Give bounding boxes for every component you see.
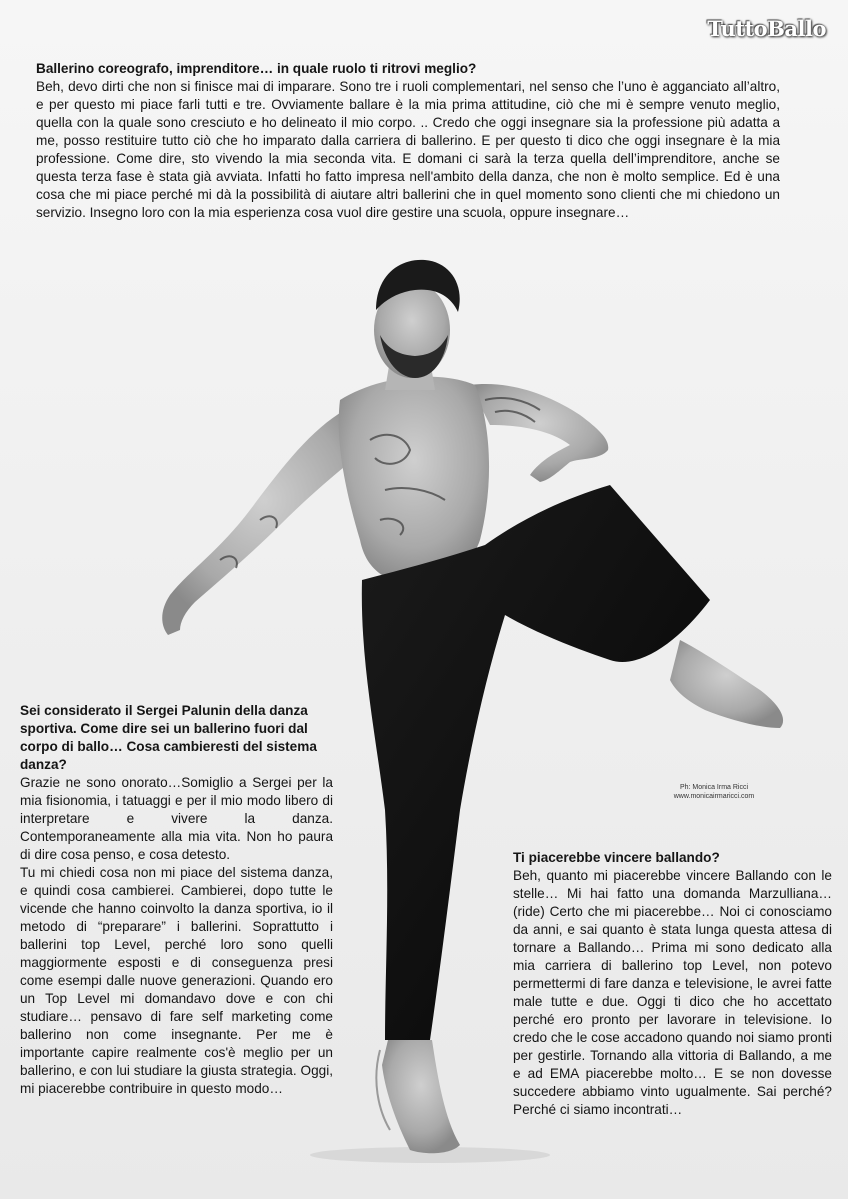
question-3: Ti piacerebbe vincere ballando?: [513, 850, 720, 865]
question-2: Sei considerato il Sergei Palunin della danza sportiva. Come dire sei un ballerino fuori dal corpo di ballo… Cosa cambieresti del sistema danza?: [20, 703, 317, 772]
magazine-masthead: TuttoBallo: [707, 16, 826, 41]
photo-credit: [664, 783, 764, 801]
photo-credit-website: www.monicairmaricci.com: [673, 793, 755, 800]
interview-block-2: [20, 702, 333, 1098]
interview-block-1: [36, 60, 780, 222]
answer-2-paragraph-1: Grazie ne sono onorato…Somiglio a Sergei per la mia fisionomia, i tatuaggi e per il mio modo libero di interpretare e vivere la danza. Contemporaneamente alla mia vita. Non ho paura di dire cosa penso, e cosa detesto.: [20, 775, 333, 862]
question-1: Ballerino coreografo, imprenditore… in quale ruolo ti ritrovi meglio?: [36, 61, 477, 76]
answer-3: Beh, quanto mi piacerebbe vincere Ballando con le stelle… Mi hai fatto una domanda Marzulliana… (ride) Certo che mi piacerebbe… Noi ci conosciamo da anni, e sai quanto è stata lunga questa attesa di tornare a Ballando… Prima mi sono dedicato alla mia carriera di ballerino top Level, non potevo permettermi di fare danza e televisione, le avrei fatte male tutte e due. Oggi ti dico che ho accettato perché ero pronto per lavorare in televisione. Io credo che le cose accadono quando noi siamo pronti per gestirle. Tornando alla vittoria di Ballando, a me e ad EMA piacerebbe molto… E se non dovesse succedere abbiamo vinto ugualmente. Sai perché? Perché ci siamo incontrati…: [513, 868, 832, 1117]
answer-2-paragraph-2: Tu mi chiedi cosa non mi piace del sistema danza, e quindi cosa cambierei. Cambierei, dopo tutte le vicende che hanno coinvolto la danza sportiva, io il metodo di “preparare” i ballerini. Soprattutto i ballerini top Level, perché loro sono quelli maggiormente esposti e di conseguenza presi come esempi dalle nuove generazioni. Quando ero un Top Level mi domandavo dove e con chi studiare… pensavo di fare self marketing come ballerino non come insegnante. Per me è importante capire realmente cos'è meglio per un ballerino, e con lui studiare la giusta strategia. Oggi, mi piacerebbe contribuire in questo modo…: [20, 865, 333, 1096]
answer-1: Beh, devo dirti che non si finisce mai di imparare. Sono tre i ruoli complementari, nel senso che l’uno è agganciato all’altro, e per questo mi piace farli tutti e tre. Ovviamente ballare è la mia prima attitudine, ciò che mi è sempre venuto meglio, quella con la quale sono cresciuto e ho delineato il mio corpo. .. Credo che oggi insegnare sia la professione più adatta a me, posso restituire tutto ciò che ho imparato dalla carriera di ballerino. E per questo ti dico che oggi insegnare è la mia professione. Come dire, sto vivendo la mia seconda vita. E domani ci sarà la terza quella dell’imprenditore, anche se questa terza fase è stata già avviata. Infatti ho fatto impresa nell'ambito della danza, che non è molto semplice. Ed è una cosa che mi piace perché mi dà la possibilità di aiutare altri ballerini che in quel momento sono clienti che mi chiedono un servizio. Insegno loro con la mia esperienza cosa vuol dire gestire una scuola, oppure insegnare…: [36, 79, 780, 220]
interview-block-3: [513, 849, 832, 1119]
photo-credit-name: Ph: Monica Irma Ricci: [679, 784, 749, 791]
